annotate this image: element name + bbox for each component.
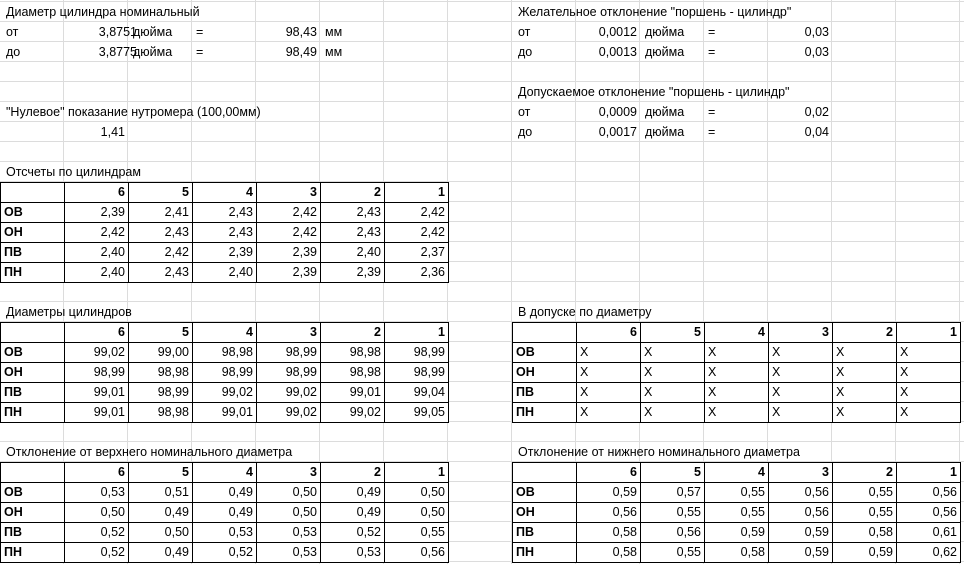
table-corner-cell[interactable] [1, 463, 65, 483]
column-header-cylinder[interactable]: 3 [257, 323, 321, 343]
nominal-to-unit[interactable]: дюйма [133, 45, 173, 59]
table-cell[interactable]: X [641, 363, 705, 383]
table-cell[interactable]: 98,99 [385, 363, 449, 383]
table-cell[interactable]: 0,56 [385, 543, 449, 563]
table-cell[interactable]: 0,55 [641, 543, 705, 563]
table-cell[interactable]: 2,39 [257, 263, 321, 283]
table-cell[interactable]: 99,02 [257, 403, 321, 423]
table-cell[interactable]: 2,43 [321, 223, 385, 243]
row-label-cell[interactable]: ПВ [1, 383, 65, 403]
column-header-cylinder[interactable]: 4 [193, 323, 257, 343]
dev-upper-table [0, 462, 449, 563]
table-cell[interactable]: 0,50 [257, 503, 321, 523]
table-cell[interactable]: 0,49 [129, 503, 193, 523]
table-cell[interactable]: 2,42 [65, 223, 129, 243]
row-label-cell[interactable]: ПН [513, 403, 577, 423]
allowed-from-mm[interactable]: 0,02 [804, 105, 829, 119]
row-label-cell[interactable]: ОВ [1, 343, 65, 363]
table-cell[interactable]: 0,58 [705, 543, 769, 563]
table-cell[interactable]: X [705, 363, 769, 383]
tolerance-table [512, 322, 961, 423]
desired-title[interactable]: Желательное отклонение "поршень - цилиндр" [518, 5, 792, 19]
column-header-cylinder[interactable]: 1 [385, 463, 449, 483]
allowed-to-mm[interactable]: 0,04 [804, 125, 829, 139]
column-header-cylinder[interactable]: 5 [129, 183, 193, 203]
column-header-cylinder[interactable]: 1 [385, 323, 449, 343]
table-cell[interactable]: X [897, 343, 961, 363]
table-cell[interactable]: 2,42 [257, 223, 321, 243]
table-row [1, 363, 449, 383]
table-corner-cell[interactable] [1, 183, 65, 203]
row-label-cell[interactable]: ПВ [1, 243, 65, 263]
nominal-from-mm-unit[interactable]: мм [325, 25, 343, 39]
table-cell[interactable]: X [577, 383, 641, 403]
table-row [513, 503, 961, 523]
allowed-to-unit[interactable]: дюйма [645, 125, 685, 139]
table-cell[interactable]: X [833, 363, 897, 383]
diameters-title[interactable]: Диаметры цилиндров [6, 305, 132, 319]
table-row [1, 403, 449, 423]
column-header-cylinder[interactable]: 1 [385, 183, 449, 203]
nominal-from-mm[interactable]: 98,43 [285, 25, 317, 39]
table-cell[interactable]: 0,52 [193, 543, 257, 563]
table-cell[interactable]: 2,42 [129, 243, 193, 263]
row-label-cell[interactable]: ОН [513, 363, 577, 383]
table-cell[interactable]: 0,52 [65, 523, 129, 543]
table-cell[interactable]: X [577, 363, 641, 383]
table-cell[interactable]: 2,36 [385, 263, 449, 283]
row-label-cell[interactable]: ПН [513, 543, 577, 563]
table-cell[interactable]: 2,40 [193, 263, 257, 283]
table-cell[interactable]: 0,50 [257, 483, 321, 503]
table-cell[interactable]: 2,42 [257, 203, 321, 223]
table-cell[interactable]: 0,62 [897, 543, 961, 563]
table-cell[interactable]: 2,39 [321, 263, 385, 283]
table-row [1, 343, 449, 363]
table-cell[interactable]: X [833, 383, 897, 403]
nominal-to-eq[interactable]: = [196, 45, 204, 59]
table-row [513, 383, 961, 403]
column-header-cylinder[interactable]: 2 [321, 463, 385, 483]
table-cell[interactable]: 0,49 [193, 503, 257, 523]
table-cell[interactable]: 0,58 [577, 523, 641, 543]
table-cell[interactable]: 0,50 [385, 483, 449, 503]
allowed-to-label[interactable]: до [518, 125, 533, 139]
table-row [1, 243, 449, 263]
row-label-cell[interactable]: ОВ [513, 343, 577, 363]
table-header-row [1, 463, 449, 483]
desired-from-unit[interactable]: дюйма [645, 25, 685, 39]
table-cell[interactable]: X [897, 363, 961, 383]
diameters-table [0, 322, 449, 423]
table-cell[interactable]: 99,04 [385, 383, 449, 403]
table-cell[interactable]: 0,50 [65, 503, 129, 523]
table-cell[interactable]: 2,39 [193, 243, 257, 263]
table-cell[interactable]: 98,98 [321, 363, 385, 383]
row-label-cell[interactable]: ОВ [1, 483, 65, 503]
table-cell[interactable]: X [897, 403, 961, 423]
table-row [513, 343, 961, 363]
table-cell[interactable]: 0,59 [769, 543, 833, 563]
tolerance-title[interactable]: В допуске по диаметру [518, 305, 652, 319]
table-cell[interactable]: 99,01 [321, 383, 385, 403]
table-cell[interactable]: 0,58 [833, 523, 897, 543]
column-header-cylinder[interactable]: 6 [577, 463, 641, 483]
column-header-cylinder[interactable]: 3 [769, 323, 833, 343]
table-cell[interactable]: 0,55 [705, 503, 769, 523]
table-cell[interactable]: 99,02 [193, 383, 257, 403]
table-header-row [513, 463, 961, 483]
dev-upper-title[interactable]: Отклонение от верхнего номинального диаметра [6, 445, 293, 459]
table-cell[interactable]: X [769, 403, 833, 423]
column-header-cylinder[interactable]: 3 [257, 463, 321, 483]
table-row [1, 483, 449, 503]
table-cell[interactable]: 99,01 [193, 403, 257, 423]
desired-from-eq[interactable]: = [708, 25, 716, 39]
row-label-cell[interactable]: ОВ [1, 203, 65, 223]
column-header-cylinder[interactable]: 2 [321, 183, 385, 203]
table-cell[interactable]: 99,00 [129, 343, 193, 363]
table-cell[interactable]: 2,42 [385, 203, 449, 223]
table-cell[interactable]: X [641, 403, 705, 423]
table-cell[interactable]: X [577, 343, 641, 363]
nominal-from-label[interactable]: от [6, 25, 19, 39]
table-row [1, 503, 449, 523]
table-cell[interactable]: 0,57 [641, 483, 705, 503]
table-cell[interactable]: 0,56 [769, 503, 833, 523]
table-cell[interactable]: 2,40 [65, 263, 129, 283]
desired-to-unit[interactable]: дюйма [645, 45, 685, 59]
table-row [1, 203, 449, 223]
table-cell[interactable]: 98,99 [257, 363, 321, 383]
row-label-cell[interactable]: ОН [1, 363, 65, 383]
dev-lower-table [512, 462, 961, 563]
allowed-from-inch[interactable]: 0,0009 [598, 105, 637, 119]
table-cell[interactable]: 0,56 [897, 483, 961, 503]
table-cell[interactable]: 0,49 [193, 483, 257, 503]
table-cell[interactable]: 0,50 [129, 523, 193, 543]
table-cell[interactable]: X [641, 383, 705, 403]
column-header-cylinder[interactable]: 4 [193, 183, 257, 203]
table-cell[interactable]: 0,59 [577, 483, 641, 503]
table-row [513, 363, 961, 383]
table-cell[interactable]: 2,37 [385, 243, 449, 263]
table-row [1, 523, 449, 543]
readings-title[interactable]: Отсчеты по цилиндрам [6, 165, 141, 179]
table-cell[interactable]: X [769, 383, 833, 403]
table-cell[interactable]: X [577, 403, 641, 423]
column-header-cylinder[interactable]: 5 [129, 463, 193, 483]
table-row [513, 523, 961, 543]
table-cell[interactable]: 2,40 [321, 243, 385, 263]
table-cell[interactable]: 98,98 [193, 343, 257, 363]
column-header-cylinder[interactable]: 2 [833, 463, 897, 483]
column-header-cylinder[interactable]: 3 [769, 463, 833, 483]
table-cell[interactable]: 99,01 [65, 403, 129, 423]
table-cell[interactable]: 98,99 [257, 343, 321, 363]
table-cell[interactable]: 0,56 [641, 523, 705, 543]
table-row [1, 383, 449, 403]
readings-table [0, 182, 449, 283]
table-cell[interactable]: 2,39 [257, 243, 321, 263]
table-cell[interactable]: 98,98 [321, 343, 385, 363]
table-cell[interactable]: X [705, 383, 769, 403]
table-cell[interactable]: 0,58 [577, 543, 641, 563]
table-row [513, 403, 961, 423]
row-label-cell[interactable]: ПН [1, 263, 65, 283]
column-header-cylinder[interactable]: 6 [577, 323, 641, 343]
column-header-cylinder[interactable]: 6 [65, 463, 129, 483]
table-cell[interactable]: 2,41 [129, 203, 193, 223]
table-cell[interactable]: 0,51 [129, 483, 193, 503]
table-corner-cell[interactable] [1, 323, 65, 343]
table-cell[interactable]: 98,99 [193, 363, 257, 383]
table-cell[interactable]: 0,49 [321, 503, 385, 523]
row-label-cell[interactable]: ОН [1, 503, 65, 523]
nominal-from-inch[interactable]: 3,8751 [98, 25, 137, 39]
table-cell[interactable]: 0,50 [385, 503, 449, 523]
table-cell[interactable]: X [705, 403, 769, 423]
column-header-cylinder[interactable]: 2 [321, 323, 385, 343]
table-cell[interactable]: 2,43 [193, 203, 257, 223]
table-cell[interactable]: 0,55 [641, 503, 705, 523]
table-row [1, 263, 449, 283]
table-cell[interactable]: 98,98 [129, 363, 193, 383]
zero-reading-value[interactable]: 1,41 [100, 125, 125, 139]
table-cell[interactable]: 99,02 [65, 343, 129, 363]
column-header-cylinder[interactable]: 4 [705, 463, 769, 483]
column-header-cylinder[interactable]: 2 [833, 323, 897, 343]
zero-reading-title[interactable]: "Нулевое" показание нутромера (100,00мм) [6, 105, 261, 119]
table-cell[interactable]: 0,55 [385, 523, 449, 543]
table-cell[interactable]: 0,53 [257, 543, 321, 563]
row-label-cell[interactable]: ПН [1, 543, 65, 563]
table-cell[interactable]: 99,05 [385, 403, 449, 423]
table-cell[interactable]: 0,55 [833, 483, 897, 503]
table-cell[interactable]: 0,52 [65, 543, 129, 563]
row-label-cell[interactable]: ОН [1, 223, 65, 243]
table-cell[interactable]: 0,59 [833, 543, 897, 563]
table-cell[interactable]: 0,56 [577, 503, 641, 523]
column-header-cylinder[interactable]: 3 [257, 183, 321, 203]
table-cell[interactable]: 0,55 [833, 503, 897, 523]
table-cell[interactable]: 0,55 [705, 483, 769, 503]
row-label-cell[interactable]: ОН [513, 503, 577, 523]
nominal-to-label[interactable]: до [6, 45, 21, 59]
desired-from-mm[interactable]: 0,03 [804, 25, 829, 39]
table-header-row [1, 323, 449, 343]
table-row [513, 543, 961, 563]
column-header-cylinder[interactable]: 5 [641, 323, 705, 343]
column-header-cylinder[interactable]: 5 [641, 463, 705, 483]
table-cell[interactable]: 98,98 [129, 403, 193, 423]
table-cell[interactable]: 0,59 [705, 523, 769, 543]
table-cell[interactable]: 0,56 [769, 483, 833, 503]
nominal-title[interactable]: Диаметр цилиндра номинальный [6, 5, 200, 19]
table-cell[interactable]: X [833, 343, 897, 363]
table-cell[interactable]: 0,56 [897, 503, 961, 523]
allowed-from-unit[interactable]: дюйма [645, 105, 685, 119]
desired-to-inch[interactable]: 0,0013 [598, 45, 637, 59]
dev-lower-title[interactable]: Отклонение от нижнего номинального диаметра [518, 445, 800, 459]
table-cell[interactable]: 0,53 [321, 543, 385, 563]
allowed-from-eq[interactable]: = [708, 105, 716, 119]
table-cell[interactable]: 99,02 [321, 403, 385, 423]
table-cell[interactable]: 2,40 [65, 243, 129, 263]
table-cell[interactable]: 0,53 [65, 483, 129, 503]
table-row [1, 223, 449, 243]
column-header-cylinder[interactable]: 5 [129, 323, 193, 343]
nominal-to-mm[interactable]: 98,49 [285, 45, 317, 59]
allowed-to-inch[interactable]: 0,0017 [598, 125, 637, 139]
table-cell[interactable]: 0,49 [321, 483, 385, 503]
column-header-cylinder[interactable]: 1 [897, 463, 961, 483]
column-header-cylinder[interactable]: 1 [897, 323, 961, 343]
table-corner-cell[interactable] [513, 323, 577, 343]
desired-from-inch[interactable]: 0,0012 [598, 25, 637, 39]
table-cell[interactable]: 2,39 [65, 203, 129, 223]
row-label-cell[interactable]: ПВ [513, 523, 577, 543]
nominal-to-mm-unit[interactable]: мм [325, 45, 343, 59]
table-cell[interactable]: 99,02 [257, 383, 321, 403]
column-header-cylinder[interactable]: 6 [65, 323, 129, 343]
table-cell[interactable]: 98,99 [129, 383, 193, 403]
row-label-cell[interactable]: ПВ [1, 523, 65, 543]
table-corner-cell[interactable] [513, 463, 577, 483]
desired-to-eq[interactable]: = [708, 45, 716, 59]
table-cell[interactable]: 2,43 [193, 223, 257, 243]
nominal-from-eq[interactable]: = [196, 25, 204, 39]
table-cell[interactable]: X [769, 363, 833, 383]
table-row [1, 543, 449, 563]
table-cell[interactable]: 0,52 [321, 523, 385, 543]
table-cell[interactable]: 99,01 [65, 383, 129, 403]
row-label-cell[interactable]: ПН [1, 403, 65, 423]
table-cell[interactable]: 0,53 [193, 523, 257, 543]
nominal-to-inch[interactable]: 3,8775 [98, 45, 137, 59]
table-cell[interactable]: 2,43 [129, 263, 193, 283]
table-cell[interactable]: 0,53 [257, 523, 321, 543]
allowed-from-label[interactable]: от [518, 105, 531, 119]
row-label-cell[interactable]: ОВ [513, 483, 577, 503]
table-header-row [1, 183, 449, 203]
table-cell[interactable]: X [833, 403, 897, 423]
table-row [513, 483, 961, 503]
column-header-cylinder[interactable]: 4 [193, 463, 257, 483]
table-cell[interactable]: 98,99 [385, 343, 449, 363]
nominal-from-unit[interactable]: дюйма [133, 25, 173, 39]
row-label-cell[interactable]: ПВ [513, 383, 577, 403]
table-cell[interactable]: X [641, 343, 705, 363]
desired-to-mm[interactable]: 0,03 [804, 45, 829, 59]
table-cell[interactable]: 0,49 [129, 543, 193, 563]
allowed-title[interactable]: Допускаемое отклонение "поршень - цилиндр" [518, 85, 790, 99]
desired-to-label[interactable]: до [518, 45, 533, 59]
desired-from-label[interactable]: от [518, 25, 531, 39]
table-cell[interactable]: X [705, 343, 769, 363]
table-cell[interactable]: 2,42 [385, 223, 449, 243]
table-header-row [513, 323, 961, 343]
column-header-cylinder[interactable]: 6 [65, 183, 129, 203]
table-cell[interactable]: 0,61 [897, 523, 961, 543]
table-cell[interactable]: 0,59 [769, 523, 833, 543]
table-cell[interactable]: 2,43 [129, 223, 193, 243]
column-header-cylinder[interactable]: 4 [705, 323, 769, 343]
allowed-to-eq[interactable]: = [708, 125, 716, 139]
table-cell[interactable]: X [897, 383, 961, 403]
table-cell[interactable]: X [769, 343, 833, 363]
table-cell[interactable]: 98,99 [65, 363, 129, 383]
table-cell[interactable]: 2,43 [321, 203, 385, 223]
